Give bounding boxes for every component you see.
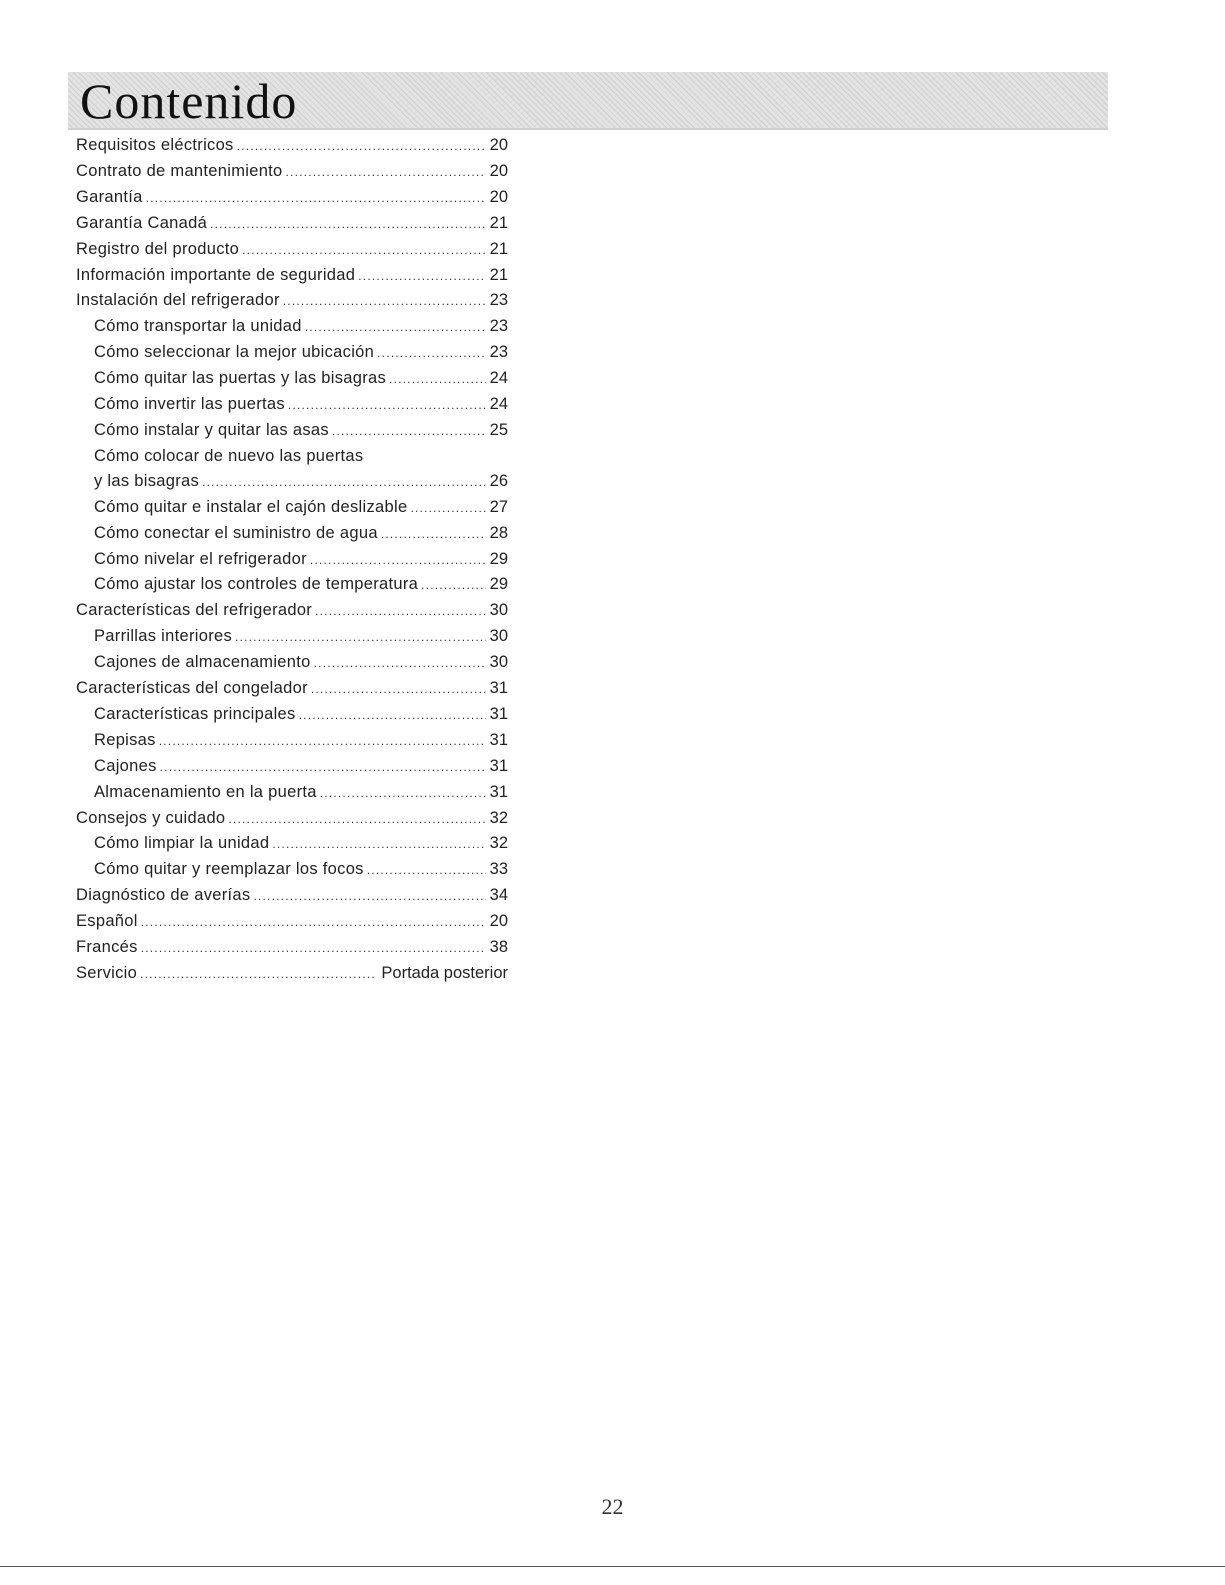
toc-entry-page: 34 xyxy=(489,886,508,905)
toc-entry-page: 20 xyxy=(489,912,508,931)
toc-dot-leader xyxy=(310,548,486,573)
toc-entry-page: 30 xyxy=(489,601,508,620)
toc-entry-page: 23 xyxy=(489,317,508,336)
toc-entry-label: Características del congelador xyxy=(76,679,308,698)
toc-entry-page: 20 xyxy=(489,187,508,206)
toc-entry xyxy=(76,883,508,909)
toc-dot-leader xyxy=(389,367,486,392)
toc-entry-page: 20 xyxy=(489,161,508,180)
toc-entry xyxy=(76,263,508,289)
toc-entry xyxy=(76,961,508,987)
toc-entry-label: Instalación del refrigerador xyxy=(76,291,280,310)
toc-entry xyxy=(76,314,508,340)
toc-dot-leader xyxy=(237,134,486,159)
toc-entry-page: 30 xyxy=(489,653,508,672)
toc-entry-label: Cómo quitar y reemplazar los focos xyxy=(94,860,364,879)
toc-entry xyxy=(76,624,508,650)
toc-entry-label: Consejos y cuidado xyxy=(76,808,226,827)
toc-entry xyxy=(76,133,508,159)
toc-entry-label: Repisas xyxy=(94,730,156,749)
toc-entry-page: 24 xyxy=(489,395,508,414)
toc-dot-leader xyxy=(421,573,486,598)
toc-dot-leader xyxy=(381,522,486,547)
toc-entry xyxy=(76,185,508,211)
toc-entry-page: 29 xyxy=(489,549,508,568)
toc-entry xyxy=(76,340,508,366)
toc-dot-leader xyxy=(286,160,486,185)
toc-dot-leader xyxy=(320,781,486,806)
toc-entry-page: 21 xyxy=(489,265,508,284)
toc-entry xyxy=(76,676,508,702)
toc-entry-page: 31 xyxy=(489,730,508,749)
toc-entry-label: Servicio xyxy=(76,964,138,982)
toc-entry xyxy=(76,547,508,573)
toc-dot-leader xyxy=(202,470,486,495)
toc-entry xyxy=(76,598,508,624)
toc-entry-page: 32 xyxy=(489,834,508,853)
toc-entry-page: 24 xyxy=(489,369,508,388)
toc-entry-page: Portada posterior xyxy=(381,964,508,982)
toc-dot-leader xyxy=(160,755,486,780)
toc-entry-second-line xyxy=(94,469,508,495)
toc-dot-leader xyxy=(228,807,485,832)
toc-entry xyxy=(76,418,508,444)
toc-entry-label: Características del refrigerador xyxy=(76,601,313,620)
toc-dot-leader xyxy=(332,419,486,444)
toc-entry-label: Características principales xyxy=(94,704,296,723)
toc-entry-label: Cómo quitar e instalar el cajón deslizable xyxy=(94,497,408,516)
toc-dot-leader xyxy=(253,884,485,909)
toc-entry xyxy=(76,237,508,263)
toc-entry xyxy=(76,780,508,806)
toc-entry xyxy=(76,392,508,418)
table-of-contents xyxy=(76,133,508,987)
page-title: Contenido xyxy=(80,73,298,129)
toc-entry xyxy=(76,857,508,883)
toc-entry-label: Almacenamiento en la puerta xyxy=(94,782,317,801)
toc-entry-label: Cómo seleccionar la mejor ubicación xyxy=(94,343,375,362)
toc-entry xyxy=(76,521,508,547)
toc-entry-label: Requisitos eléctricos xyxy=(76,136,234,154)
toc-entry xyxy=(76,572,508,598)
toc-entry xyxy=(76,728,508,754)
toc-dot-leader xyxy=(283,289,486,314)
toc-entry-page: 33 xyxy=(489,860,508,879)
toc-entry-label: Garantía xyxy=(76,187,143,206)
toc-entry-page: 23 xyxy=(489,291,508,310)
toc-entry-page: 23 xyxy=(489,343,508,362)
toc-entry-label: Cómo quitar las puertas y las bisagras xyxy=(94,369,387,388)
toc-entry-label: Cómo transportar la unidad xyxy=(94,317,302,336)
toc-entry-label-continued: y las bisagras xyxy=(94,471,200,490)
toc-entry-page: 21 xyxy=(489,213,508,232)
toc-entry xyxy=(76,159,508,185)
toc-entry-label: Cómo conectar el suministro de agua xyxy=(94,523,378,542)
toc-entry-label: Cómo ajustar los controles de temperatura xyxy=(94,575,419,594)
toc-entry-page: 31 xyxy=(489,782,508,801)
toc-entry-label: Cómo nivelar el refrigerador xyxy=(94,549,307,568)
toc-entry-label: Cómo colocar de nuevo las puertas xyxy=(94,446,364,465)
toc-entry xyxy=(76,754,508,780)
toc-dot-leader xyxy=(358,264,485,289)
toc-entry-label: Cómo limpiar la unidad xyxy=(94,834,270,853)
toc-entry-label: Cómo invertir las puertas xyxy=(94,395,285,414)
toc-dot-leader xyxy=(210,212,486,237)
toc-entry-page: 26 xyxy=(489,471,508,490)
title-banner xyxy=(68,72,1108,130)
toc-dot-leader xyxy=(235,625,486,650)
toc-entry-label: Cómo instalar y quitar las asas xyxy=(94,420,329,439)
toc-dot-leader xyxy=(242,238,486,263)
toc-entry-page: 25 xyxy=(489,420,508,439)
toc-dot-leader xyxy=(311,677,486,702)
toc-dot-leader xyxy=(146,186,486,211)
toc-entry xyxy=(76,444,508,495)
toc-entry-page: 20 xyxy=(489,136,508,154)
toc-dot-leader xyxy=(367,858,486,883)
toc-entry-label: Cajones de almacenamiento xyxy=(94,653,311,672)
toc-entry-label: Información importante de seguridad xyxy=(76,265,356,284)
toc-dot-leader xyxy=(288,393,486,418)
toc-dot-leader xyxy=(272,832,485,857)
toc-entry xyxy=(76,935,508,961)
toc-entry-label: Garantía Canadá xyxy=(76,213,208,232)
toc-entry xyxy=(76,650,508,676)
toc-entry xyxy=(76,909,508,935)
toc-entry xyxy=(76,288,508,314)
toc-entry-label: Registro del producto xyxy=(76,239,240,258)
toc-dot-leader xyxy=(299,703,486,728)
toc-entry-page: 31 xyxy=(489,679,508,698)
toc-entry-page: 29 xyxy=(489,575,508,594)
toc-entry xyxy=(76,806,508,832)
toc-entry xyxy=(76,831,508,857)
toc-dot-leader xyxy=(159,729,486,754)
toc-dot-leader xyxy=(315,599,486,624)
bottom-rule xyxy=(0,1566,1225,1567)
toc-entry-label: Parrillas interiores xyxy=(94,627,233,646)
page-number: 22 xyxy=(601,1494,624,1519)
toc-dot-leader xyxy=(410,496,485,521)
toc-entry-page: 31 xyxy=(489,704,508,723)
toc-dot-leader xyxy=(141,936,486,961)
toc-entry-page: 38 xyxy=(489,938,508,957)
toc-entry-page: 30 xyxy=(489,627,508,646)
toc-entry xyxy=(76,366,508,392)
toc-entry-page: 21 xyxy=(489,239,508,258)
toc-dot-leader xyxy=(140,962,377,987)
toc-dot-leader xyxy=(141,910,486,935)
toc-entry-label: Cajones xyxy=(94,756,157,775)
toc-entry-page: 31 xyxy=(489,756,508,775)
toc-entry-label: Francés xyxy=(76,938,138,957)
toc-entry-label: Contrato de mantenimiento xyxy=(76,161,283,180)
toc-entry xyxy=(76,211,508,237)
toc-entry-label: Español xyxy=(76,912,138,931)
toc-dot-leader xyxy=(314,651,486,676)
toc-dot-leader xyxy=(377,341,486,366)
toc-entry-page: 28 xyxy=(489,523,508,542)
toc-dot-leader xyxy=(305,315,486,340)
toc-entry-page: 32 xyxy=(489,808,508,827)
toc-entry-label-wrap xyxy=(94,444,508,495)
toc-entry-page: 27 xyxy=(489,497,508,516)
toc-entry-label: Diagnóstico de averías xyxy=(76,886,251,905)
toc-entry xyxy=(76,702,508,728)
toc-entry xyxy=(76,495,508,521)
